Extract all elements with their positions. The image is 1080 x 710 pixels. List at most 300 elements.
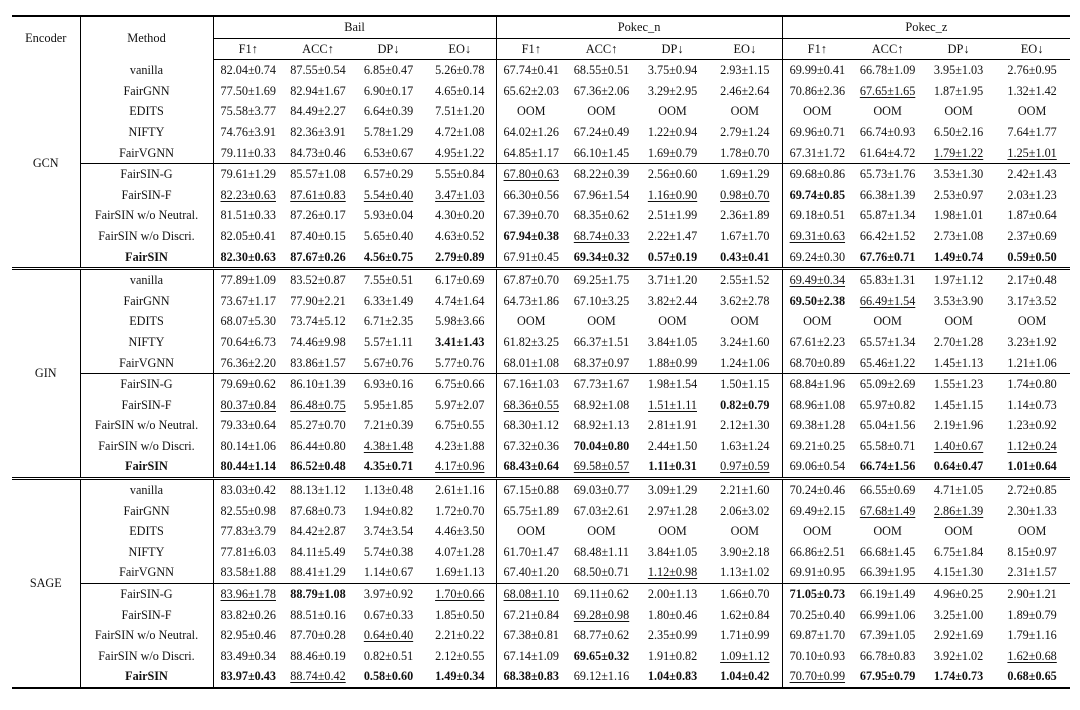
dataset-header-pokec-z: Pokec_z [782,16,1070,38]
value-cell: 83.82±0.26 [220,607,276,622]
value-cell: 67.39±1.05 [859,628,916,643]
value-cell: 6.57±0.29 [353,164,424,185]
value-cell: 68.55±0.51 [573,63,630,78]
table-row [12,143,1070,164]
value-cell: 1.23±0.92 [1007,418,1057,433]
value-cell: 85.57±1.08 [283,164,353,185]
value-cell: 67.36±2.06 [573,83,630,98]
value-cell: 83.58±1.88 [220,565,276,580]
value-cell: 2.73±1.08 [933,228,984,243]
value-cell: 3.24±1.60 [708,332,782,353]
value-cell: 1.80±0.46 [647,607,698,622]
value-cell: 4.15±1.30 [933,565,984,580]
dataset-header-pokec-n: Pokec_n [496,16,782,38]
value-cell: 68.35±0.62 [573,208,630,223]
value-cell: 83.86±1.57 [290,355,346,370]
value-cell: 69.31±0.63 [789,228,846,243]
value-cell: 69.21±0.25 [789,438,846,453]
value-cell: 1.45±1.15 [933,397,984,412]
value-cell: 2.19±1.96 [933,418,984,433]
value-cell: 3.97±0.92 [353,584,424,605]
value-cell: 80.37±0.84 [220,397,276,412]
value-cell: 0.98±0.70 [708,185,782,206]
value-cell: 69.50±2.38 [789,293,846,308]
value-cell: 69.38±1.28 [789,418,846,433]
encoder-header: Encoder [12,16,80,60]
value-cell: 77.89±1.09 [213,269,283,291]
value-cell: 1.66±0.70 [708,584,782,605]
table-row [12,332,1070,353]
value-cell: 0.97±0.59 [708,456,782,478]
value-cell: 65.62±2.03 [503,83,559,98]
value-cell: 66.74±0.93 [859,124,916,139]
value-cell: 2.79±0.89 [424,247,496,269]
value-cell: 2.37±0.69 [1007,228,1057,243]
value-cell: 65.04±1.56 [859,418,916,433]
value-cell: 83.97±0.43 [213,666,283,688]
value-cell: 5.55±0.84 [424,164,496,185]
value-cell: 69.28±0.98 [573,607,630,622]
value-cell: 65.09±2.69 [852,374,923,395]
value-cell: 1.79±1.16 [1007,628,1057,643]
value-cell: 2.86±1.39 [933,503,984,518]
value-cell: 3.23±1.92 [1007,334,1057,349]
method-label: NIFTY [80,332,213,353]
value-cell: 0.43±0.41 [708,247,782,269]
value-cell: 3.41±1.43 [424,332,496,353]
value-cell: 2.36±1.89 [708,205,782,226]
value-cell: 1.04±0.83 [637,666,708,688]
value-cell: 65.46±1.22 [859,355,916,370]
value-cell: 3.92±1.02 [933,648,984,663]
metric-header-pokec-n-f1: F1↑ [496,38,566,60]
value-cell: 68.30±1.12 [503,418,559,433]
value-cell: 84.42±2.87 [290,524,346,539]
value-cell: 66.55±0.69 [852,479,923,501]
value-cell: 88.74±0.42 [283,666,353,688]
method-label: NIFTY [80,542,213,563]
method-label: FairSIN-F [80,605,213,626]
value-cell: 2.56±0.60 [637,164,708,185]
dataset-header-bail: Bail [213,16,496,38]
value-cell: 2.92±1.69 [933,628,984,643]
value-cell: 1.22±0.94 [647,124,698,139]
value-cell: 3.09±1.29 [637,479,708,501]
value-cell: 1.01±0.64 [1007,459,1057,474]
value-cell: 6.90±0.17 [363,83,414,98]
value-cell: 1.12±0.98 [647,565,698,580]
value-cell: 2.97±1.28 [647,503,698,518]
value-cell: 1.62±0.84 [708,605,782,626]
value-cell: 68.08±1.10 [496,584,566,605]
value-cell: 66.68±1.45 [859,544,916,559]
value-cell: 7.21±0.39 [363,418,414,433]
value-cell: 3.82±2.44 [647,293,698,308]
method-label: FairSIN w/o Neutral. [80,205,213,226]
value-cell: 69.99±0.41 [789,63,846,78]
value-cell: 1.11±0.31 [648,459,697,474]
value-cell: 82.94±1.67 [290,83,346,98]
value-cell: 77.50±1.69 [220,83,276,98]
value-cell: 1.32±1.42 [1007,83,1057,98]
value-cell: 2.55±1.52 [708,269,782,291]
value-cell: 67.95±0.79 [852,666,923,688]
method-label: FairSIN w/o Discri. [80,646,213,667]
value-cell: 1.49±0.74 [933,249,984,264]
value-cell: OOM [873,104,902,119]
value-cell: 84.49±2.27 [290,104,346,119]
method-label: FairSIN-G [80,164,213,185]
value-cell: 2.12±1.30 [708,415,782,436]
value-cell: 87.70±0.28 [290,628,346,643]
metric-header-pokec-n-acc: ACC↑ [566,38,637,60]
method-label: FairSIN [80,666,213,688]
method-label: FairGNN [80,81,213,102]
value-cell: 83.52±0.87 [283,269,353,291]
method-label: EDITS [80,311,213,332]
value-cell: 68.37±0.97 [573,355,630,370]
value-cell: 3.75±0.94 [647,63,698,78]
value-cell: 69.91±0.95 [789,565,846,580]
table-row [12,60,1070,81]
metric-header-bail-f1: F1↑ [213,38,283,60]
results-table-container [12,15,1067,689]
value-cell: 73.74±5.12 [290,314,346,329]
value-cell: 73.67±1.17 [220,293,276,308]
value-cell: 1.87±1.95 [933,83,984,98]
value-cell: 3.84±1.05 [647,544,698,559]
value-cell: 5.67±0.76 [363,355,414,370]
value-cell: 69.87±1.70 [789,628,846,643]
value-cell: 65.57±1.34 [859,334,916,349]
value-cell: 82.23±0.63 [220,187,276,202]
value-cell: 67.40±1.20 [503,565,559,580]
table-row [12,122,1070,143]
table-row [12,436,1070,457]
value-cell: 65.83±1.31 [852,269,923,291]
value-cell: 68.07±5.30 [220,314,276,329]
value-cell: 66.30±0.56 [503,187,559,202]
metric-header-pokec-z-acc: ACC↑ [852,38,923,60]
value-cell: 3.71±1.20 [637,269,708,291]
value-cell: OOM [803,314,832,329]
value-cell: 70.10±0.93 [789,648,846,663]
value-cell: 4.23±1.88 [424,436,496,457]
encoder-label: GIN [12,269,80,479]
value-cell: OOM [873,314,902,329]
value-cell: 4.38±1.48 [363,438,414,453]
value-cell: 2.53±0.97 [933,187,984,202]
method-label: FairSIN w/o Neutral. [80,625,213,646]
value-cell: 6.64±0.39 [363,104,414,119]
value-cell: 3.53±3.90 [933,293,984,308]
value-cell: 2.79±1.24 [708,122,782,143]
value-cell: 1.74±0.80 [994,374,1070,395]
value-cell: 67.39±0.70 [503,208,559,223]
value-cell: 82.55±0.98 [220,503,276,518]
value-cell: 86.52±0.48 [290,459,346,474]
value-cell: 67.38±0.81 [503,628,559,643]
value-cell: 67.14±1.09 [503,648,559,663]
value-cell: 69.12±1.16 [566,666,637,688]
value-cell: 4.56±0.75 [363,249,414,264]
value-cell: 67.24±0.49 [573,124,630,139]
value-cell: 70.86±2.36 [789,83,846,98]
value-cell: 1.13±1.02 [708,562,782,583]
value-cell: OOM [658,314,687,329]
method-label: FairVGNN [80,353,213,374]
value-cell: 0.64±0.40 [363,628,414,643]
value-cell: 69.65±0.32 [573,648,630,663]
value-cell: 0.82±0.79 [708,395,782,416]
value-cell: 1.67±1.70 [708,226,782,247]
value-cell: 1.88±0.99 [647,355,698,370]
value-cell: 61.70±1.47 [503,544,559,559]
table-row [12,605,1070,626]
value-cell: 1.24±1.06 [708,353,782,374]
value-cell: 69.18±0.51 [789,208,846,223]
value-cell: 3.29±2.95 [647,83,698,98]
table-row [12,542,1070,563]
method-label: FairSIN w/o Neutral. [80,415,213,436]
value-cell: 1.69±1.29 [708,164,782,185]
value-cell: 4.35±0.71 [363,459,414,474]
value-cell: 4.72±1.08 [424,122,496,143]
value-cell: 69.11±0.62 [566,584,637,605]
value-cell: 83.96±1.78 [213,584,283,605]
method-label: vanilla [80,269,213,291]
value-cell: 3.74±3.54 [363,524,414,539]
value-cell: 3.90±2.18 [708,542,782,563]
value-cell: 67.61±2.23 [789,334,846,349]
metric-header-pokec-z-eo: EO↓ [994,38,1070,60]
value-cell: 67.87±0.70 [496,269,566,291]
value-cell: 77.90±2.21 [290,293,346,308]
metric-header-bail-eo: EO↓ [424,38,496,60]
value-cell: 6.50±2.16 [933,124,984,139]
value-cell: 67.16±1.03 [496,374,566,395]
method-label: EDITS [80,521,213,542]
value-cell: OOM [517,104,546,119]
value-cell: OOM [708,311,782,332]
value-cell: 70.25±0.40 [789,607,846,622]
value-cell: 5.65±0.40 [363,228,414,243]
value-cell: OOM [517,524,546,539]
value-cell: 66.78±1.09 [859,63,916,78]
table-row [12,374,1070,395]
table-row [12,164,1070,185]
value-cell: 67.91±0.45 [503,249,559,264]
value-cell: 1.62±0.68 [1007,648,1057,663]
value-cell: 3.95±1.03 [933,63,984,78]
value-cell: 1.87±0.64 [1007,208,1057,223]
value-cell: 70.04±0.80 [573,438,630,453]
value-cell: 68.22±0.39 [566,164,637,185]
value-cell: 66.10±1.45 [573,145,630,160]
value-cell: 88.41±1.29 [290,565,346,580]
value-cell: 1.09±1.12 [708,646,782,667]
value-cell: 2.46±2.64 [708,81,782,102]
value-cell: 74.46±9.98 [290,334,346,349]
value-cell: 66.19±1.49 [852,584,923,605]
value-cell: 87.67±0.26 [290,249,346,264]
value-cell: 7.64±1.77 [1007,124,1057,139]
table-row [12,101,1070,122]
value-cell: OOM [587,314,616,329]
value-cell: 67.80±0.63 [496,164,566,185]
value-cell: 65.73±1.76 [852,164,923,185]
metric-header-pokec-z-f1: F1↑ [782,38,852,60]
value-cell: 77.81±6.03 [220,544,276,559]
value-cell: OOM [944,524,973,539]
value-cell: 2.35±0.99 [647,628,698,643]
value-cell: 2.06±3.02 [708,501,782,522]
value-cell: 1.04±0.42 [708,666,782,688]
value-cell: 4.65±0.14 [424,81,496,102]
value-cell: 8.15±0.97 [1007,544,1057,559]
value-cell: 1.71±0.99 [708,625,782,646]
value-cell: 1.55±1.23 [923,374,994,395]
method-label: vanilla [80,60,213,81]
method-label: FairGNN [80,501,213,522]
value-cell: 87.26±0.17 [290,208,346,223]
value-cell: 2.76±0.95 [1007,63,1057,78]
value-cell: 68.96±1.08 [789,397,846,412]
value-cell: 2.81±1.91 [647,418,698,433]
value-cell: 87.55±0.54 [290,63,346,78]
value-cell: 1.16±0.90 [647,187,698,202]
value-cell: 1.40±0.67 [933,438,984,453]
value-cell: 5.93±0.04 [363,208,414,223]
value-cell: 2.51±1.99 [647,208,698,223]
value-cell: 68.43±0.64 [503,459,559,474]
value-cell: 6.75±0.66 [424,374,496,395]
value-cell: 85.27±0.70 [290,418,346,433]
value-cell: 67.96±1.54 [573,187,630,202]
value-cell: 2.44±1.50 [647,438,698,453]
value-cell: 1.25±1.01 [1007,145,1057,160]
method-label: FairSIN [80,247,213,269]
value-cell: 2.30±1.33 [1007,503,1057,518]
value-cell: 82.36±3.91 [290,124,346,139]
value-cell: 79.69±0.62 [213,374,283,395]
value-cell: 4.74±1.64 [424,291,496,312]
value-cell: 69.58±0.57 [573,459,630,474]
value-cell: 3.17±3.52 [1007,293,1057,308]
method-label: NIFTY [80,122,213,143]
value-cell: 67.15±0.88 [496,479,566,501]
value-cell: 82.95±0.46 [220,628,276,643]
value-cell: 80.14±1.06 [220,438,276,453]
value-cell: 4.63±0.52 [424,226,496,247]
value-cell: 64.02±1.26 [503,124,559,139]
method-label: FairSIN w/o Discri. [80,436,213,457]
table-row [12,562,1070,583]
value-cell: 86.48±0.75 [290,397,346,412]
value-cell: 67.03±2.61 [573,503,630,518]
value-cell: 1.49±0.34 [424,666,496,688]
encoder-label: SAGE [12,479,80,688]
table-row [12,501,1070,522]
value-cell: 68.70±0.89 [789,355,846,370]
value-cell: 4.96±0.25 [923,584,994,605]
table-row [12,415,1070,436]
table-row [12,646,1070,667]
value-cell: 5.57±1.11 [364,334,413,349]
value-cell: 66.37±1.51 [573,334,630,349]
value-cell: 66.39±1.95 [859,565,916,580]
value-cell: 4.30±0.20 [424,205,496,226]
value-cell: 1.21±1.06 [1007,355,1057,370]
method-label: FairVGNN [80,143,213,164]
value-cell: 7.55±0.51 [353,269,424,291]
value-cell: 1.79±1.22 [933,145,984,160]
table-row [12,479,1070,501]
value-cell: 88.46±0.19 [290,648,346,663]
value-cell: 1.69±1.13 [424,562,496,583]
value-cell: 75.58±3.77 [220,104,276,119]
value-cell: 1.91±0.82 [647,648,698,663]
value-cell: 5.77±0.76 [424,353,496,374]
value-cell: 1.98±1.01 [933,208,984,223]
value-cell: 2.61±1.16 [424,479,496,501]
value-cell: 5.95±1.85 [363,397,414,412]
value-cell: OOM [708,101,782,122]
method-label: vanilla [80,479,213,501]
table-row [12,247,1070,269]
value-cell: 4.71±1.05 [923,479,994,501]
value-cell: OOM [587,524,616,539]
value-cell: OOM [658,524,687,539]
value-cell: 69.68±0.86 [782,164,852,185]
value-cell: 80.44±1.14 [220,459,276,474]
method-label: FairSIN-G [80,374,213,395]
value-cell: 61.64±4.72 [859,145,916,160]
value-cell: 3.47±1.03 [424,185,496,206]
value-cell: 1.14±0.67 [363,565,414,580]
value-cell: 2.00±1.13 [637,584,708,605]
value-cell: 83.03±0.42 [213,479,283,501]
value-cell: 88.51±0.16 [290,607,346,622]
value-cell: 79.61±1.29 [213,164,283,185]
table-row [12,291,1070,312]
value-cell: 0.59±0.50 [1007,249,1057,264]
value-cell: 6.71±2.35 [363,314,414,329]
value-cell: OOM [1017,104,1047,119]
metric-header-pokec-n-dp: DP↓ [637,38,708,60]
value-cell: 1.98±1.54 [637,374,708,395]
value-cell: 6.33±1.49 [363,293,414,308]
value-cell: 67.68±1.49 [859,503,916,518]
value-cell: 0.82±0.51 [363,648,414,663]
value-cell: 68.74±0.33 [573,228,630,243]
table-row [12,395,1070,416]
value-cell: 70.70±0.99 [782,666,852,688]
value-cell: 1.45±1.13 [933,355,984,370]
value-cell: 6.53±0.67 [363,145,414,160]
metric-header-pokec-n-eo: EO↓ [708,38,782,60]
method-header: Method [80,16,213,60]
value-cell: 4.07±1.28 [424,542,496,563]
value-cell: 1.89±0.79 [1007,607,1057,622]
method-label: EDITS [80,101,213,122]
value-cell: 0.64±0.47 [933,459,984,474]
method-label: FairSIN-F [80,185,213,206]
value-cell: 66.42±1.52 [859,228,916,243]
value-cell: 5.98±3.66 [424,311,496,332]
value-cell: 65.87±1.34 [859,208,916,223]
table-row [12,81,1070,102]
